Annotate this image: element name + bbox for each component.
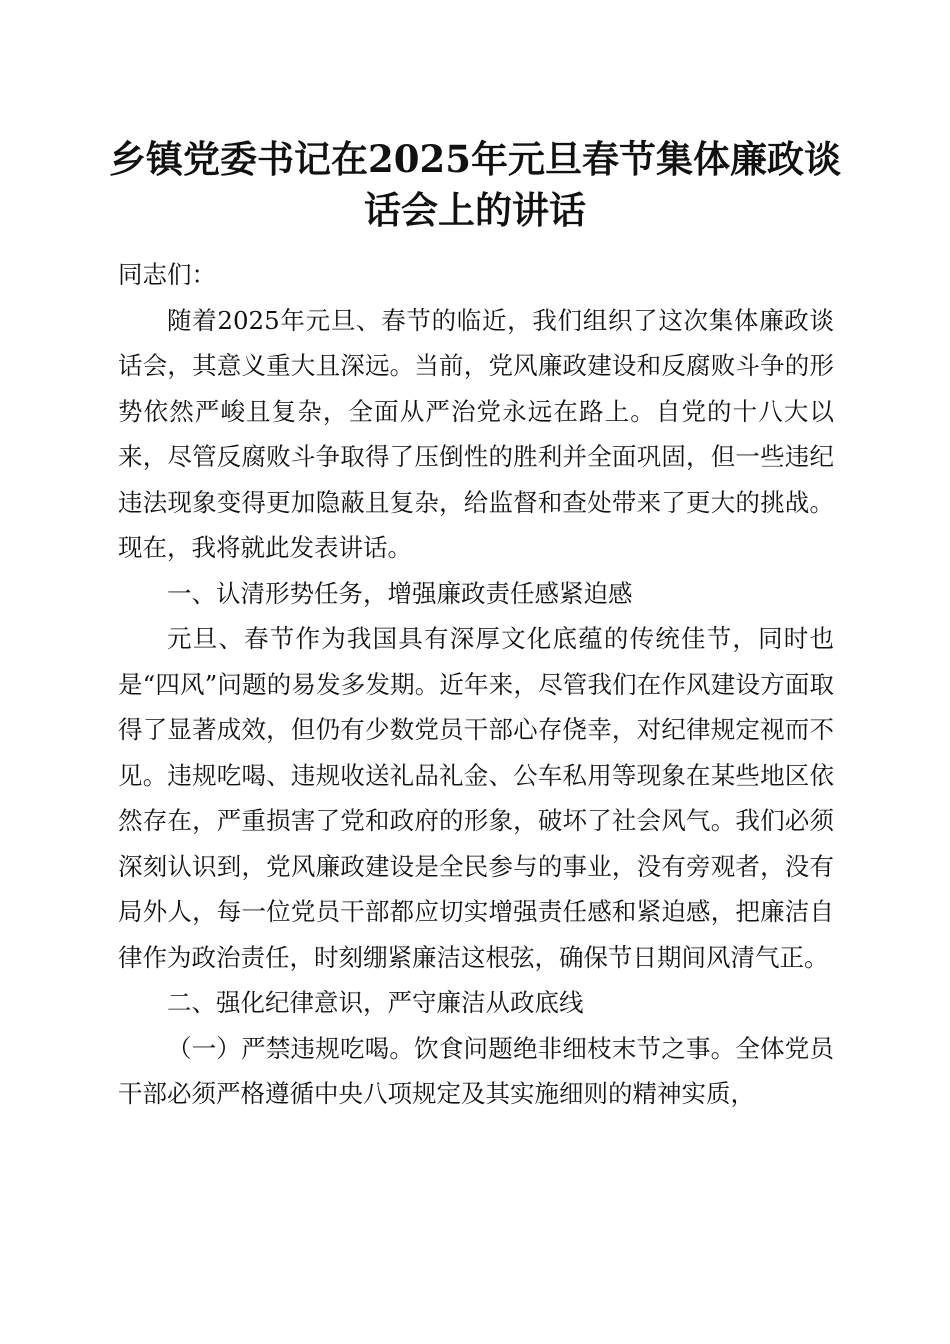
title-line-1: 乡镇党委书记在2025年元旦春节集体廉政谈: [109, 137, 841, 181]
title-line-2: 话会上的讲话: [364, 188, 586, 232]
section-1-heading: 一、认清形势任务，增强廉政责任感紧迫感: [167, 578, 633, 608]
intro-paragraph: 随着2025年元旦、春节的临近，我们组织了这次集体廉政谈话会，其意义重大且深远。当前，党风廉政建设和反腐败斗争的形势依然严峻且复杂，全面从严治党永远在路上。自党的十八大以来，尽管反腐败斗争取得了压倒性的胜利并全面巩固，但一些违纪违法现象变得更加隐蔽且复杂，给监督和查处带来了更大的挑战。现在，我将就此发表讲话。: [118, 305, 834, 562]
salutation: 同志们：: [118, 260, 216, 289]
document-title: [100, 134, 850, 236]
section-2-subsection-1: [118, 1026, 834, 1117]
document-body: [118, 252, 834, 1117]
subsection-lead: （一）严禁违规吃喝。: [167, 1033, 415, 1063]
subsection-body: 饮食问题绝非细枝末节之事。全体党员干部必须严格遵循中央八项规定及其实施细则的精神实质，: [118, 1033, 835, 1108]
section-1-paragraph: 元旦、春节作为我国具有深厚文化底蕴的传统佳节，同时也是“四风”问题的易发多发期。近年来，尽管我们在作风建设方面取得了显著成效，但仍有少数党员干部心存侥幸，对纪律规定视而不见。违规吃喝、违规收送礼品礼金、公车私用等现象在某些地区依然存在，严重损害了党和政府的形象，破坏了社会风气。我们必须深刻认识到，党风廉政建设是全民参与的事业，没有旁观者，没有局外人，每一位党员干部都应切实增强责任感和紧迫感，把廉洁自律作为政治责任，时刻绷紧廉洁这根弦，确保节日期间风清气正。: [118, 624, 834, 972]
section-2-heading: 二、强化纪律意识，严守廉洁从政底线: [167, 988, 584, 1017]
